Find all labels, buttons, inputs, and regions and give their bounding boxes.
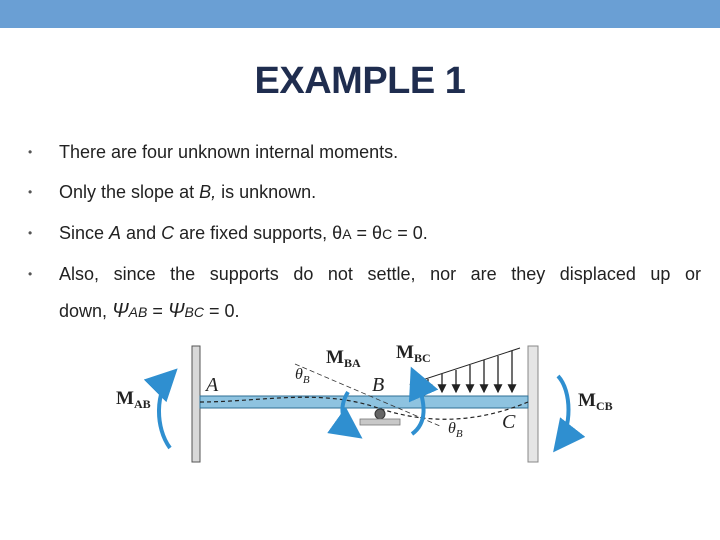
beam — [200, 396, 528, 408]
moment-cb-arrow — [558, 376, 569, 446]
bullet-text: There are four unknown internal moments. — [59, 142, 399, 162]
label-c: C — [502, 411, 516, 433]
label-theta-b-lower: $\theta_B$ — [448, 420, 463, 440]
label-theta-b-upper: $\theta_B$ — [295, 366, 310, 386]
label-m-bc: $M_{BC}$ — [396, 342, 431, 365]
bullet-text: Also, since the supports do not settle, nor are they displaced up or — [59, 264, 701, 284]
bullet-dot: • — [28, 267, 33, 281]
slide-title: EXAMPLE 1 — [254, 60, 466, 102]
label-m-ba: $M_{BA}$ — [326, 347, 361, 370]
label-a: A — [206, 374, 219, 396]
bullet-dot: • — [28, 226, 33, 240]
beam-diagram — [110, 336, 630, 466]
label-m-ab: $M_{AB}$ — [116, 388, 151, 411]
bullet-text: Since A and C are fixed supports, θA = θC = 0. — [59, 223, 428, 243]
bullet-text: Only the slope at B, is unknown. — [59, 182, 317, 202]
fixed-support-c — [528, 346, 538, 462]
bullet-text-continued: down, ΨAB = ΨBC = 0. — [59, 300, 240, 322]
label-b: B — [372, 374, 385, 396]
fixed-support-a — [192, 346, 200, 462]
bullet-dot: • — [28, 145, 33, 159]
tangent-b — [295, 364, 440, 426]
bullet-dot: • — [28, 185, 33, 199]
pin-support-b — [360, 409, 400, 425]
top-bar — [0, 0, 720, 28]
moment-ab-arrow — [159, 374, 172, 448]
label-m-cb: $M_{CB}$ — [578, 390, 613, 413]
